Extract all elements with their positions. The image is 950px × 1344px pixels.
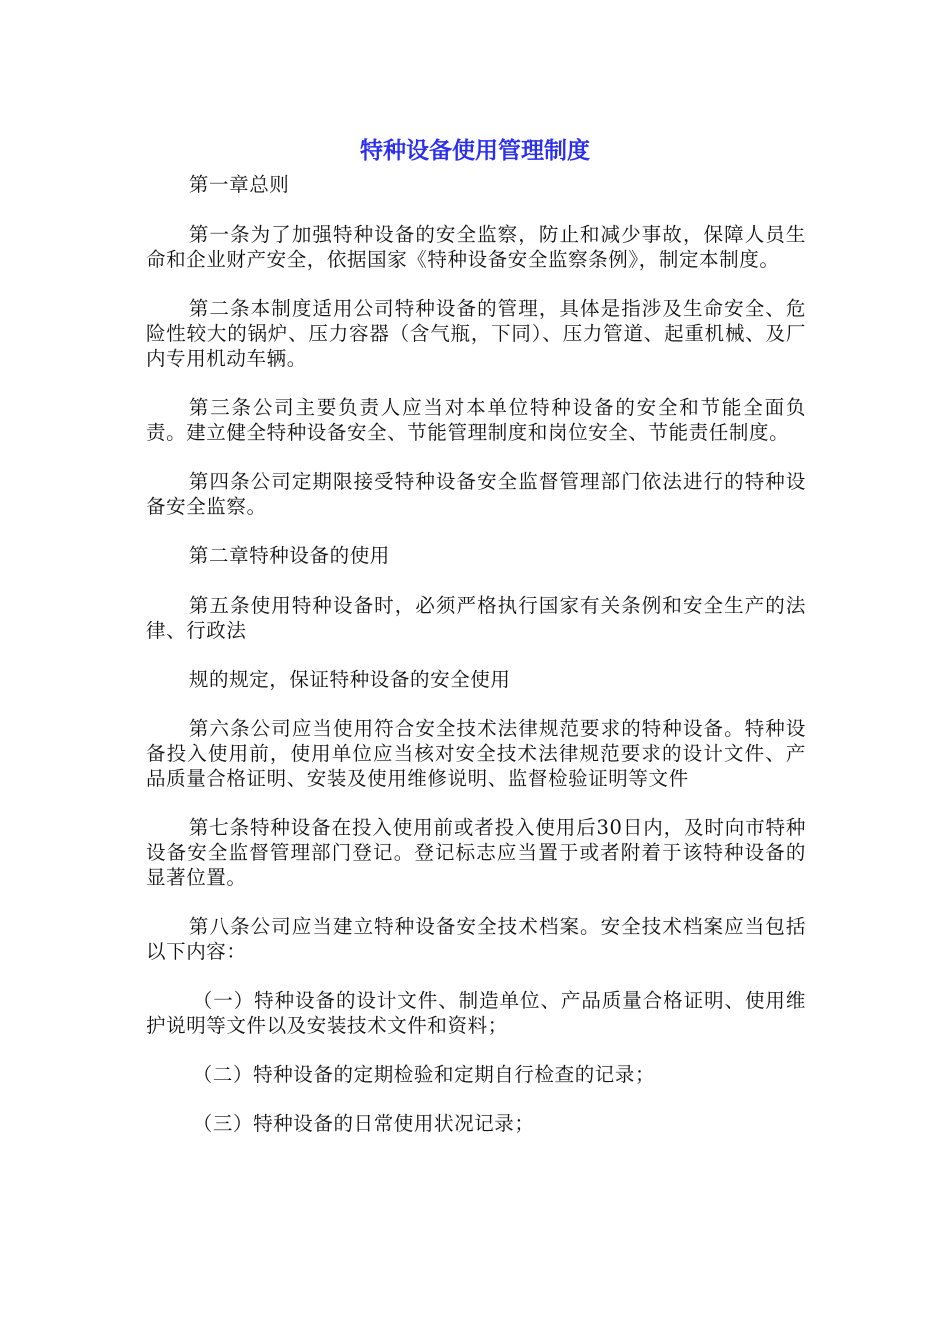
article-paragraph: 规的规定，保证特种设备的安全使用 bbox=[188, 668, 511, 691]
list-item: （二）特种设备的定期检验和定期自行检查的记录； bbox=[192, 1063, 656, 1086]
article-paragraph: 第一条为了加强特种设备的安全监察，防止和减少事故，保障人员生命和企业财产安全，依据国家《特种设备安全监察条例》，制定本制度。 bbox=[146, 223, 806, 271]
article-paragraph: 第八条公司应当建立特种设备安全技术档案。安全技术档案应当包括以下内容： bbox=[146, 915, 806, 963]
document-title: 特种设备使用管理制度 bbox=[360, 138, 590, 164]
list-item: （三）特种设备的日常使用状况记录； bbox=[192, 1112, 535, 1135]
chapter-heading: 第二章特种设备的使用 bbox=[188, 544, 390, 567]
article-paragraph: 第六条公司应当使用符合安全技术法律规范要求的特种设备。特种设备投入使用前，使用单位应当核对安全技术法律规范要求的设计文件、产品质量合格证明、安装及使用维修说明、监督检验证明等文件 bbox=[146, 717, 806, 790]
article-paragraph: 第三条公司主要负责人应当对本单位特种设备的安全和节能全面负责。建立健全特种设备安全、节能管理制度和岗位安全、节能责任制度。 bbox=[146, 396, 806, 444]
article-paragraph: 第四条公司定期限接受特种设备安全监督管理部门依法进行的特种设备安全监察。 bbox=[146, 470, 806, 518]
chapter-heading: 第一章总则 bbox=[188, 173, 290, 196]
article-paragraph: 第二条本制度适用公司特种设备的管理，具体是指涉及生命安全、危险性较大的锅炉、压力容器（含气瓶，下同）、压力管道、起重机械、及厂内专用机动车辆。 bbox=[146, 297, 806, 370]
list-item: （一）特种设备的设计文件、制造单位、产品质量合格证明、使用维护说明等文件以及安装技术文件和资料； bbox=[146, 989, 806, 1037]
article-paragraph: 第五条使用特种设备时，必须严格执行国家有关条例和安全生产的法律、行政法 bbox=[146, 594, 806, 642]
article-paragraph: 第七条特种设备在投入使用前或者投入使用后30日内，及时向市特种设备安全监督管理部门登记。登记标志应当置于或者附着于该特种设备的显著位置。 bbox=[146, 816, 806, 889]
document-body bbox=[146, 172, 806, 1160]
